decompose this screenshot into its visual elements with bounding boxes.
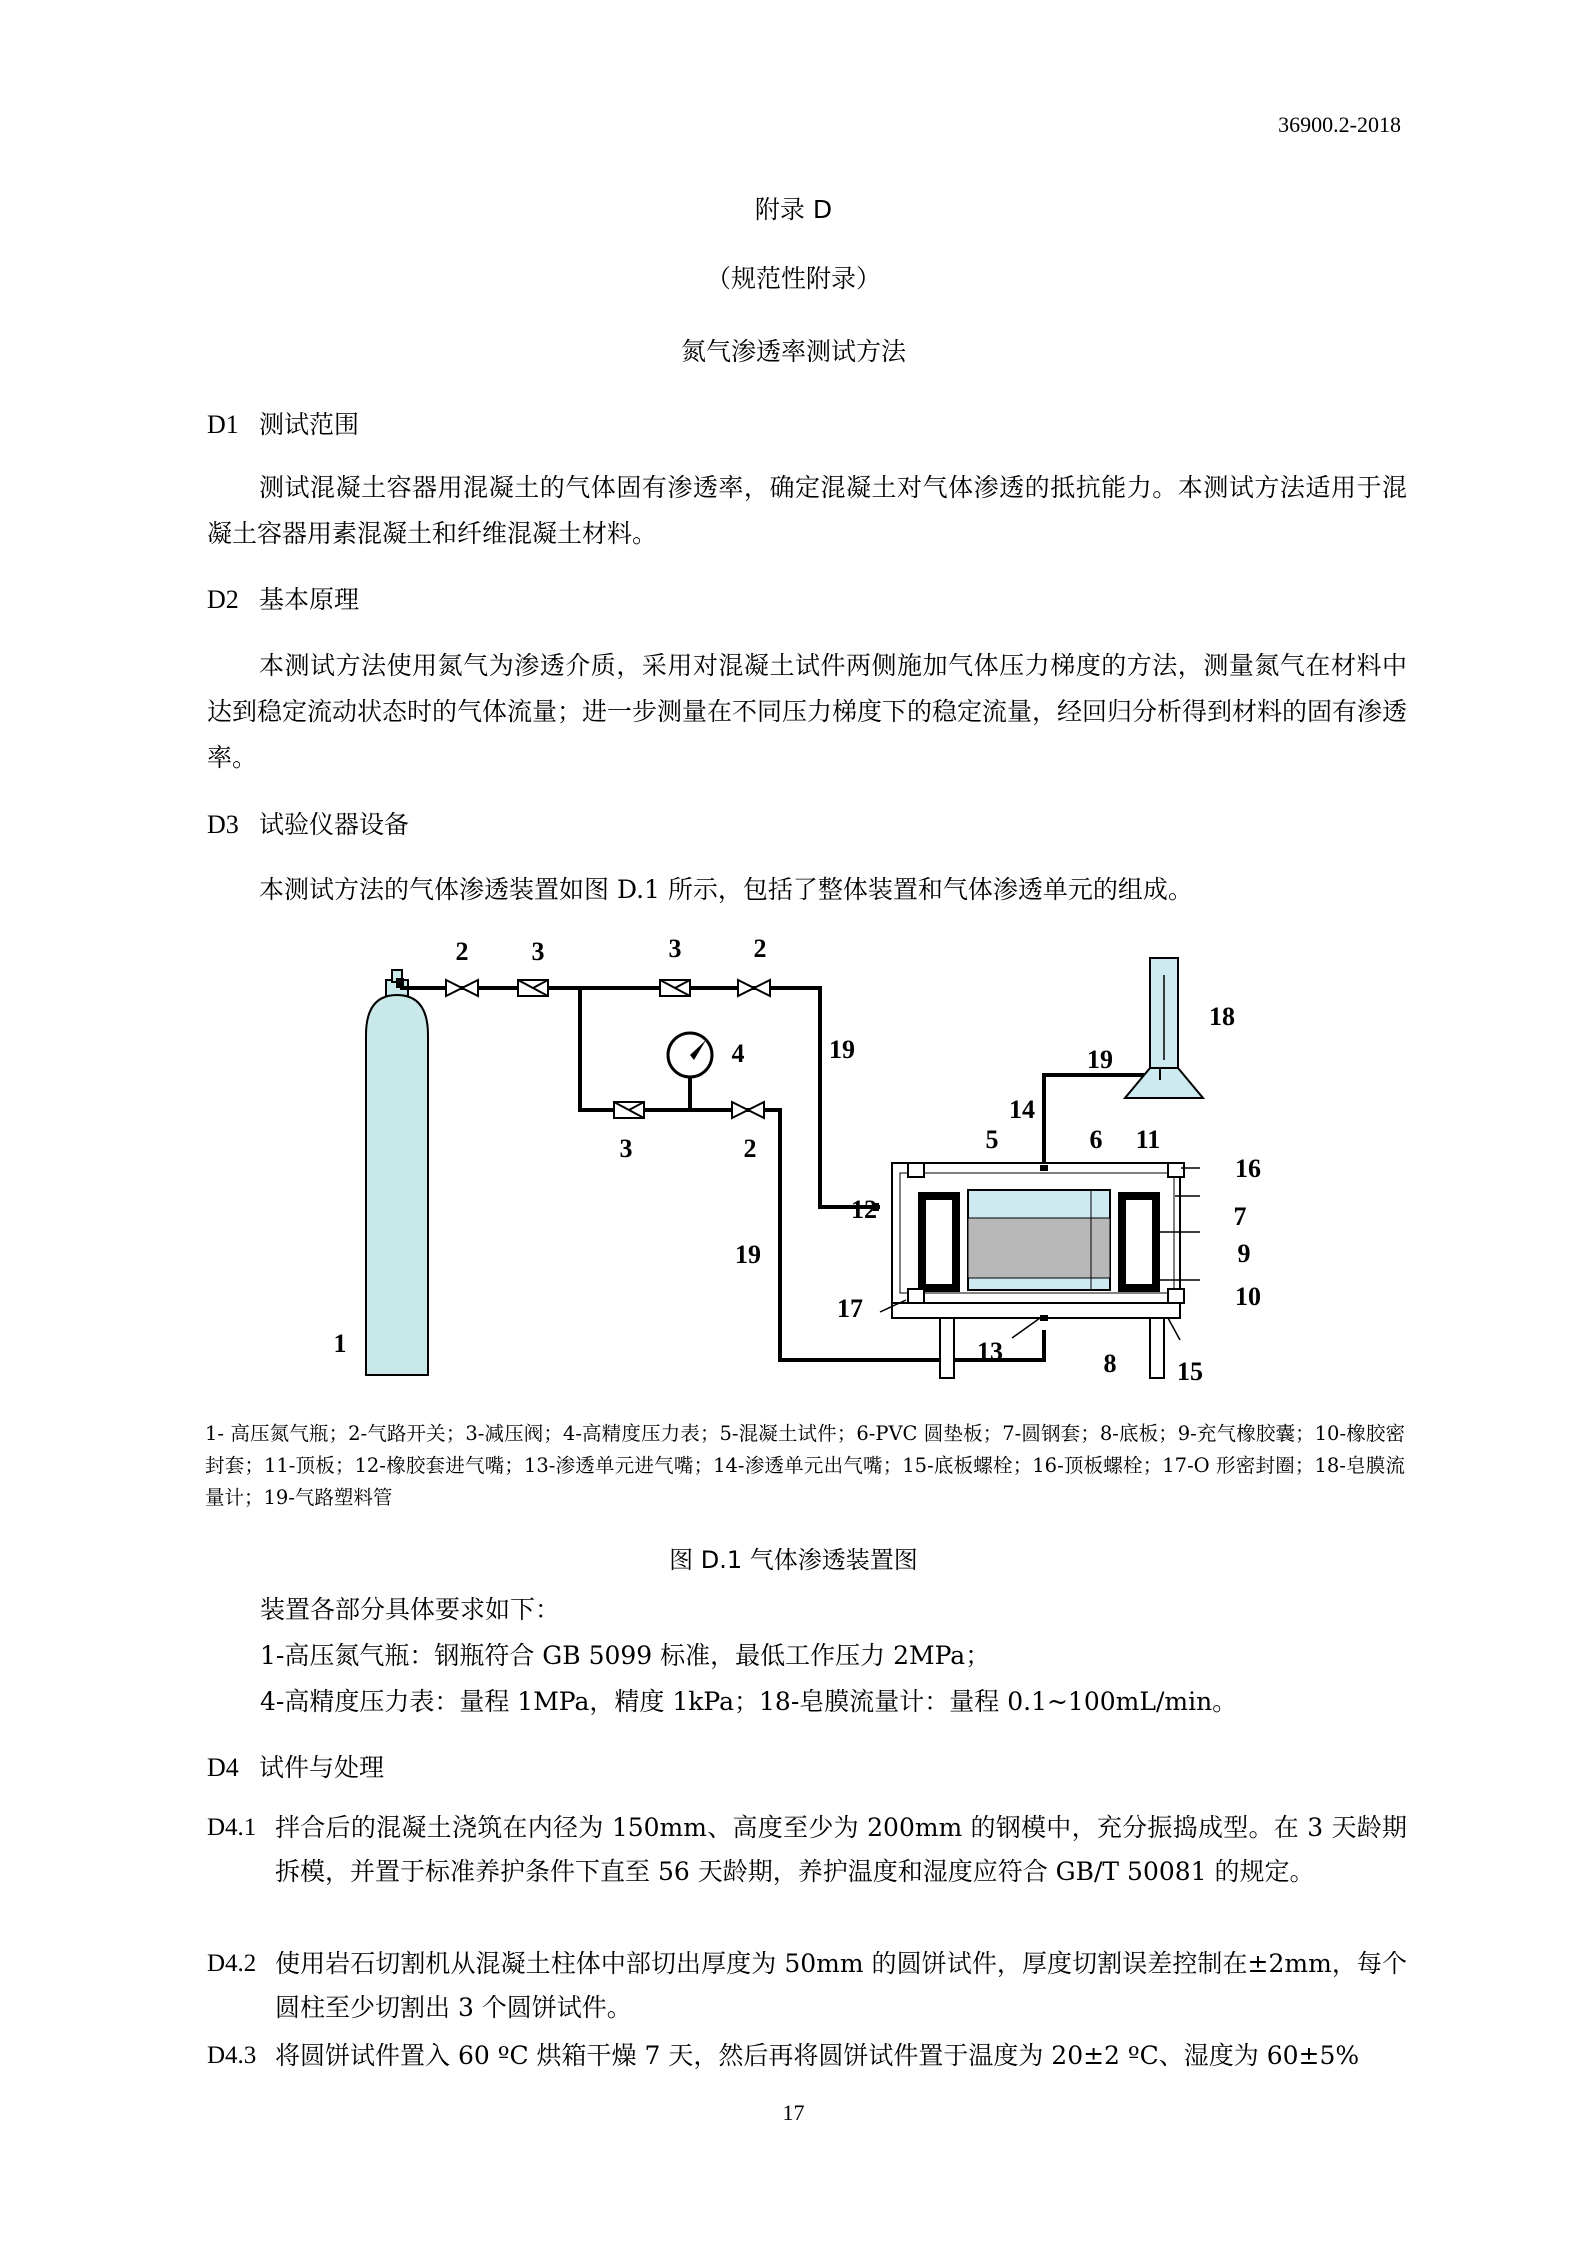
pressure-reducing-valve xyxy=(518,980,690,1118)
standard-number: 36900.2-2018 xyxy=(1278,112,1401,137)
label-3: 3 xyxy=(619,1134,633,1163)
label-2: 2 xyxy=(753,934,767,963)
label-19: 19 xyxy=(1087,1045,1113,1074)
item-label: D4.3 xyxy=(207,2042,257,2069)
item-text: 拌合后的混凝土浇筑在内径为 150mm、高度至少为 200mm 的钢模中，充分振捣成型。在 3 天龄期拆模，并置于标准养护条件下直至 56 天龄期，养护温度和湿度应符合 GB/T 50081 的规定。 xyxy=(275,1813,1407,1886)
requirement-1: 1-高压氮气瓶：钢瓶符合 GB 5099 标准，最低工作压力 2MPa； xyxy=(260,1641,991,1670)
label-11: 11 xyxy=(1135,1125,1161,1154)
label-9: 9 xyxy=(1237,1239,1251,1268)
section-number: D3 xyxy=(207,810,239,839)
label-14: 14 xyxy=(1009,1095,1035,1124)
section-d1-text: 测试混凝土容器用混凝土的气体固有渗透率，确定混凝土对气体渗透的抵抗能力。本测试方法适用于混凝土容器用素混凝土和纤维混凝土材料。 xyxy=(207,473,1407,548)
appendix-title: 附录 D xyxy=(754,195,833,224)
label-7: 7 xyxy=(1233,1202,1247,1231)
label-17: 17 xyxy=(837,1294,863,1323)
item-d4-3 xyxy=(207,2034,1407,2078)
label-10: 10 xyxy=(1235,1282,1261,1311)
nitrogen-cylinder xyxy=(366,970,428,1375)
section-d4-heading xyxy=(207,1748,384,1784)
label-6: 6 xyxy=(1089,1125,1103,1154)
permeation-cell xyxy=(876,1163,1184,1378)
requirements-intro: 装置各部分具体要求如下： xyxy=(260,1595,561,1624)
item-label: D4.1 xyxy=(207,1814,257,1841)
label-5: 5 xyxy=(985,1125,999,1154)
label-3: 3 xyxy=(531,937,545,966)
figure-title: 图 D.1 气体渗透装置图 xyxy=(669,1546,918,1574)
label-15: 15 xyxy=(1177,1357,1203,1386)
label-2: 2 xyxy=(455,937,469,966)
label-13: 13 xyxy=(977,1337,1003,1366)
section-title: 测试范围 xyxy=(259,410,360,439)
label-3: 3 xyxy=(668,934,682,963)
label-2: 2 xyxy=(743,1134,757,1163)
label-1: 1 xyxy=(333,1329,347,1358)
appendix-type: （规范性附录） xyxy=(705,264,881,293)
section-d3-text: 本测试方法的气体渗透装置如图 D.1 所示，包括了整体装置和气体渗透单元的组成。 xyxy=(259,875,1193,904)
section-number: D4 xyxy=(207,1753,239,1782)
item-d4-2 xyxy=(207,1942,1407,2030)
item-text: 使用岩石切割机从混凝土柱体中部切出厚度为 50mm 的圆饼试件，厚度切割误差控制在±2mm，每个圆柱至少切割出 3 个圆饼试件。 xyxy=(275,1949,1407,2022)
requirement-2: 4-高精度压力表：量程 1MPa，精度 1kPa；18-皂膜流量计：量程 0.1~100mL/min。 xyxy=(260,1687,1238,1716)
section-d2-text: 本测试方法使用氮气为渗透介质，采用对混凝土试件两侧施加气体压力梯度的方法，测量氮气在材料中达到稳定流动状态时的气体流量；进一步测量在不同压力梯度下的稳定流量，经回归分析得到材料的固有渗透率。 xyxy=(207,651,1408,772)
item-text: 将圆饼试件置入 60 ºC 烘箱干燥 7 天，然后再将圆饼试件置于温度为 20±2 ºC、湿度为 60±5% xyxy=(275,2041,1360,2070)
section-title: 试验仪器设备 xyxy=(259,810,410,839)
label-19: 19 xyxy=(735,1240,761,1269)
section-title: 试件与处理 xyxy=(259,1753,385,1782)
figure-caption-legend: 1- 高压氮气瓶；2-气路开关；3-减压阀；4-高精度压力表；5-混凝土试件；6-PVC 圆垫板；7-圆钢套；8-底板；9-充气橡胶囊；10-橡胶密封套；11-顶板；12-橡胶套进气嘴；13-渗透单元进气嘴；14-渗透单元出气嘴；15-底板螺栓；16-顶板螺栓；17-O 形密封圈；18-皂膜流量计；19-气路塑料管 xyxy=(205,1422,1405,1509)
pressure-gauge-icon xyxy=(668,1033,712,1077)
label-16: 16 xyxy=(1235,1154,1261,1183)
appendix-name: 氮气渗透率测试方法 xyxy=(680,337,906,366)
label-8: 8 xyxy=(1103,1349,1117,1378)
label-4: 4 xyxy=(731,1039,745,1068)
label-19: 19 xyxy=(829,1035,855,1064)
label-12: 12 xyxy=(851,1195,877,1224)
page-number: 17 xyxy=(782,2100,805,2125)
section-number: D1 xyxy=(207,410,239,439)
label-18: 18 xyxy=(1209,1002,1235,1031)
item-label: D4.2 xyxy=(207,1950,257,1977)
item-d4-1 xyxy=(207,1806,1407,1894)
section-number: D2 xyxy=(207,585,239,614)
gas-switch-valve xyxy=(446,980,770,1118)
section-title: 基本原理 xyxy=(259,585,360,614)
